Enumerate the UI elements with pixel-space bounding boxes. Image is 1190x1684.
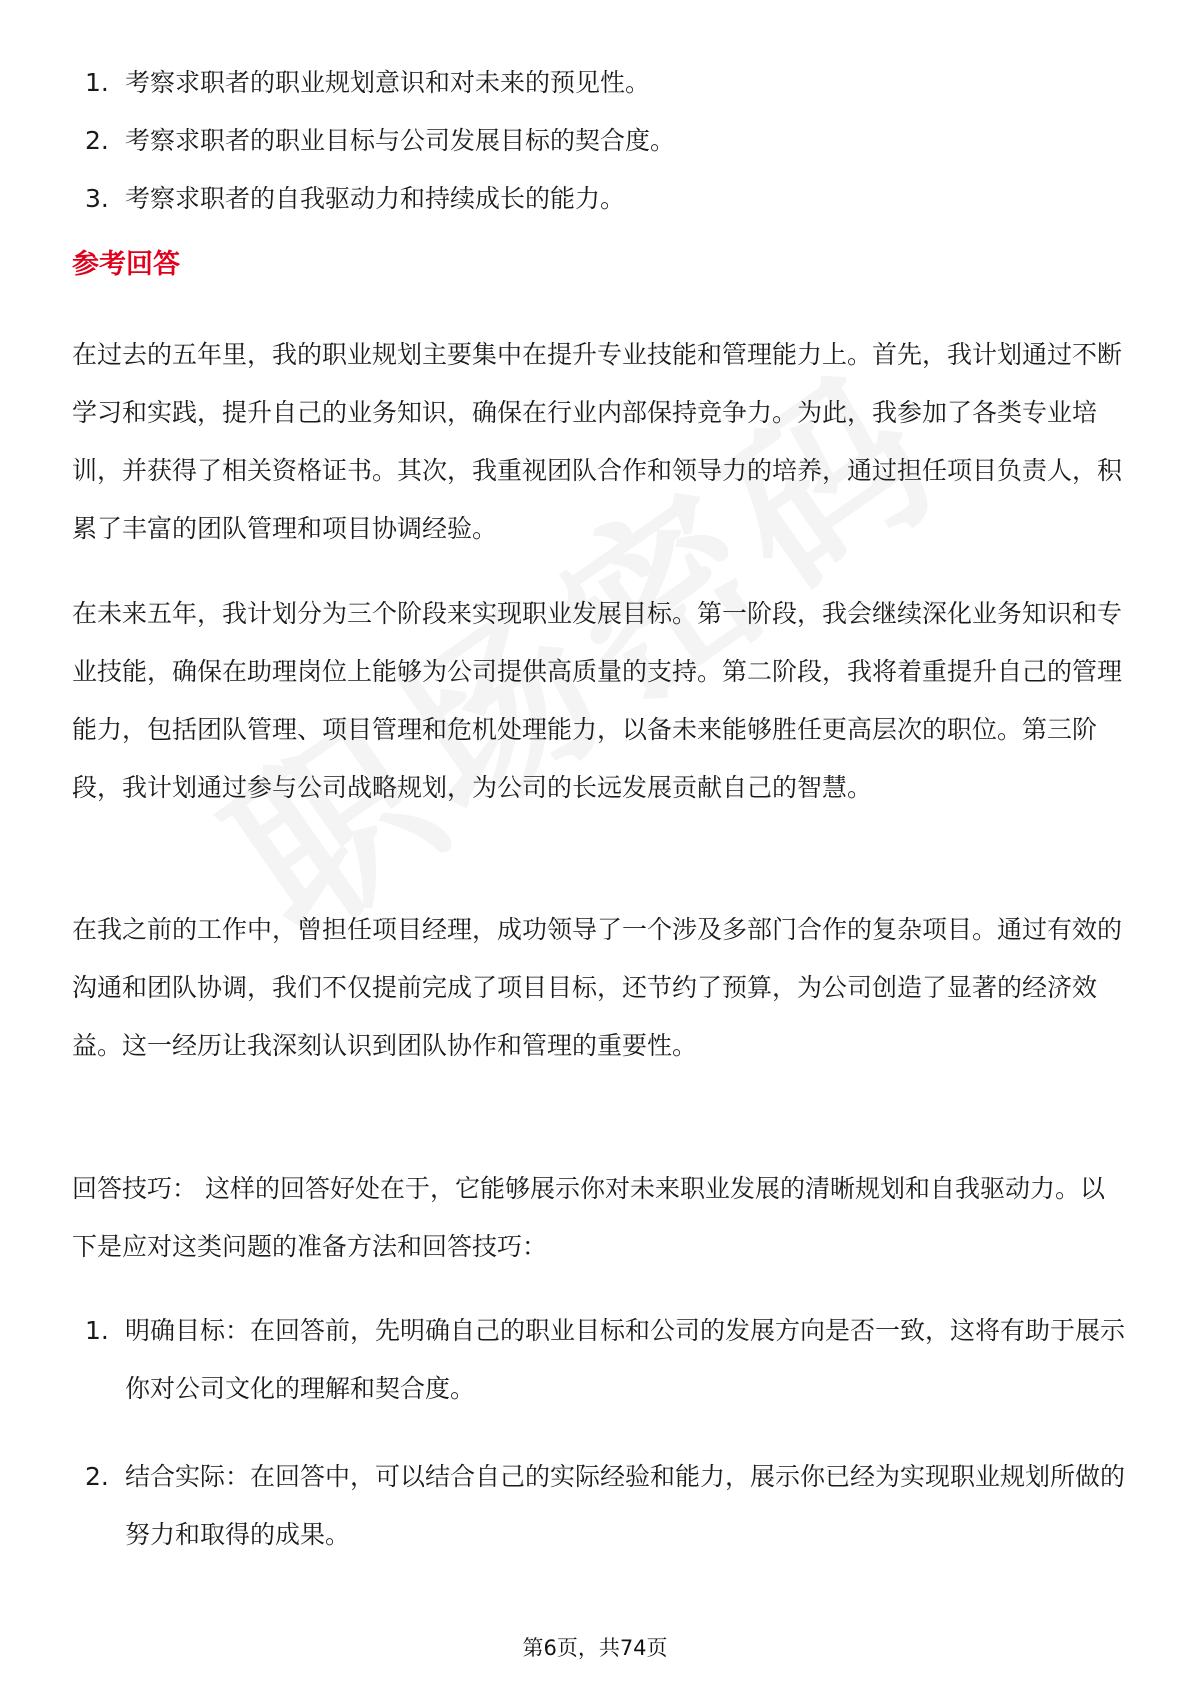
list-number: 2. <box>85 126 109 155</box>
list-item <box>85 54 1125 112</box>
list-item-text: 考察求职者的自我驱动力和持续成长的能力。 <box>125 184 626 213</box>
list-item <box>85 1448 1125 1564</box>
list-item-text: 考察求职者的职业规划意识和对未来的预见性。 <box>125 68 651 97</box>
tips-list <box>85 1302 1125 1594</box>
page-footer: 第6页，共74页 <box>522 1636 668 1660</box>
list-item <box>85 170 1125 228</box>
list-number: 3. <box>85 184 109 213</box>
answer-paragraph: 在过去的五年里，我的职业规划主要集中在提升专业技能和管理能力上。首先，我计划通过不断学习和实践，提升自己的业务知识，确保在行业内部保持竞争力。为此，我参加了各类专业培训，并获得了相关资格证书。其次，我重视团队合作和领导力的培养，通过担任项目负责人，积累了丰富的团队管理和项目协调经验。 <box>72 340 1123 543</box>
list-item-text: 考察求职者的职业目标与公司发展目标的契合度。 <box>125 126 676 155</box>
list-item <box>85 1302 1125 1418</box>
list-number: 1. <box>85 1316 109 1345</box>
tips-intro-paragraph: 回答技巧： 这样的回答好处在于，它能够展示你对未来职业发展的清晰规划和自我驱动力。以下是应对这类问题的准备方法和回答技巧： <box>72 1174 1105 1261</box>
list-item-text: 结合实际：在回答中，可以结合自己的实际经验和能力，展示你已经为实现职业规划所做的努力和取得的成果。 <box>125 1462 1126 1549</box>
answer-paragraph: 在我之前的工作中，曾担任项目经理，成功领导了一个涉及多部门合作的复杂项目。通过有效的沟通和团队协调，我们不仅提前完成了项目目标，还节约了预算，为公司创造了显著的经济效益。这一经历让我深刻认识到团队协作和管理的重要性。 <box>72 915 1123 1060</box>
answer-paragraph: 在未来五年，我计划分为三个阶段来实现职业发展目标。第一阶段，我会继续深化业务知识和专业技能，确保在助理岗位上能够为公司提供高质量的支持。第二阶段，我将着重提升自己的管理能力，包括团队管理、项目管理和危机处理能力，以备未来能够胜任更高层次的职位。第三阶段，我计划通过参与公司战略规划，为公司的长远发展贡献自己的智慧。 <box>72 599 1123 802</box>
list-item-text: 明确目标：在回答前，先明确自己的职业目标和公司的发展方向是否一致，这将有助于展示你对公司文化的理解和契合度。 <box>125 1316 1126 1403</box>
answer-heading: 参考回答 <box>72 249 180 280</box>
evaluation-points-list <box>85 54 1125 228</box>
list-number: 1. <box>85 68 109 97</box>
list-number: 2. <box>85 1462 109 1491</box>
list-item <box>85 112 1125 170</box>
